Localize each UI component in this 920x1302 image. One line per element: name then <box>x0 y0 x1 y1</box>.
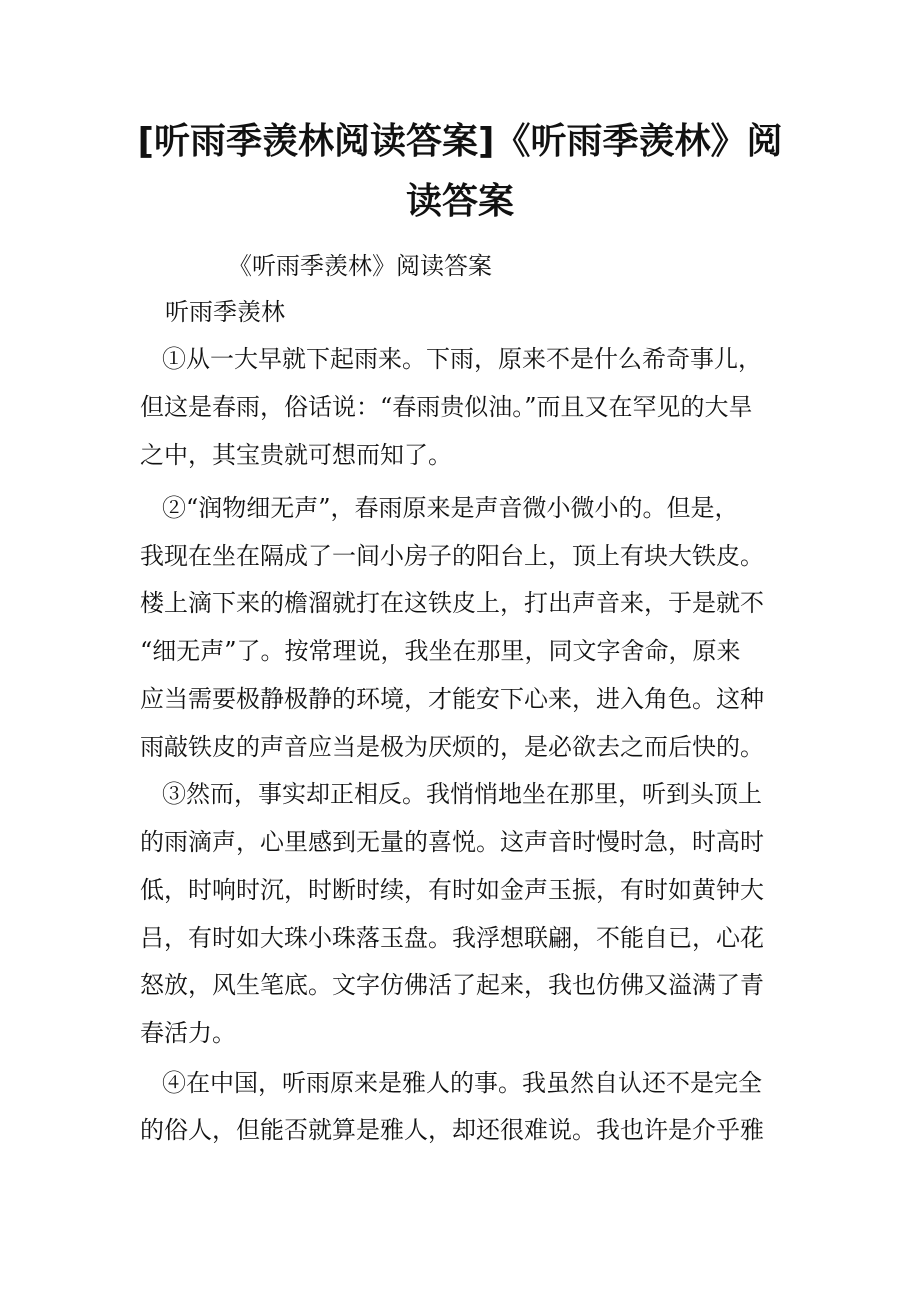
paragraph-2-line-2: 我现在坐在隔成了一间小房子的阳台上，顶上有块大铁皮。 <box>140 542 764 570</box>
paragraph-3-line-2: 的雨滴声，心里感到无量的喜悦。这声音时慢时急，时高时 <box>140 828 764 856</box>
paragraph-3-line-4: 吕，有时如大珠小珠落玉盘。我浮想联翩，不能自已，心花 <box>140 924 764 952</box>
paragraph-2-line-3: 楼上滴下来的檐溜就打在这铁皮上，打出声音来，于是就不 <box>140 589 764 617</box>
author-line: 听雨季羡林 <box>165 298 285 326</box>
paragraph-1-line-2: 但这是春雨，俗话说：“春雨贵似油。”而且又在罕见的大旱 <box>140 393 753 421</box>
paragraph-1-line-1: ①从一大早就下起雨来。下雨，原来不是什么希奇事儿， <box>162 345 762 373</box>
paragraph-4-line-2: 的俗人，但能否就算是雅人，却还很难说。我也许是介乎雅 <box>140 1116 764 1144</box>
paragraph-2-line-4: “细无声”了。按常理说，我坐在那里，同文字舍命，原来 <box>140 637 741 665</box>
paragraph-2-line-6: 雨敲铁皮的声音应当是极为厌烦的，是必欲去之而后快的。 <box>140 733 764 761</box>
paragraph-1-line-3: 之中，其宝贵就可想而知了。 <box>140 441 452 469</box>
paragraph-2-line-1: ②“润物细无声”，春雨原来是声音微小微小的。但是， <box>162 494 739 522</box>
paragraph-3-line-3: 低，时响时沉，时断时续，有时如金声玉振，有时如黄钟大 <box>140 876 764 904</box>
paragraph-3-line-6: 春活力。 <box>140 1019 236 1047</box>
paragraph-3-line-1: ③然而，事实却正相反。我悄悄地坐在那里，听到头顶上 <box>162 780 762 808</box>
paragraph-3-line-5: 怒放，风生笔底。文字仿佛活了起来，我也仿佛又溢满了青 <box>140 971 764 999</box>
paragraph-2-line-5: 应当需要极静极静的环境，才能安下心来，进入角色。这种 <box>140 685 764 713</box>
document-subtitle: 《听雨季羡林》阅读答案 <box>228 252 492 280</box>
document-title: [听雨季羡林阅读答案]《听雨季羡林》阅读答案 <box>137 121 783 222</box>
paragraph-4-line-1: ④在中国，听雨原来是雅人的事。我虽然自认还不是完全 <box>162 1069 762 1097</box>
